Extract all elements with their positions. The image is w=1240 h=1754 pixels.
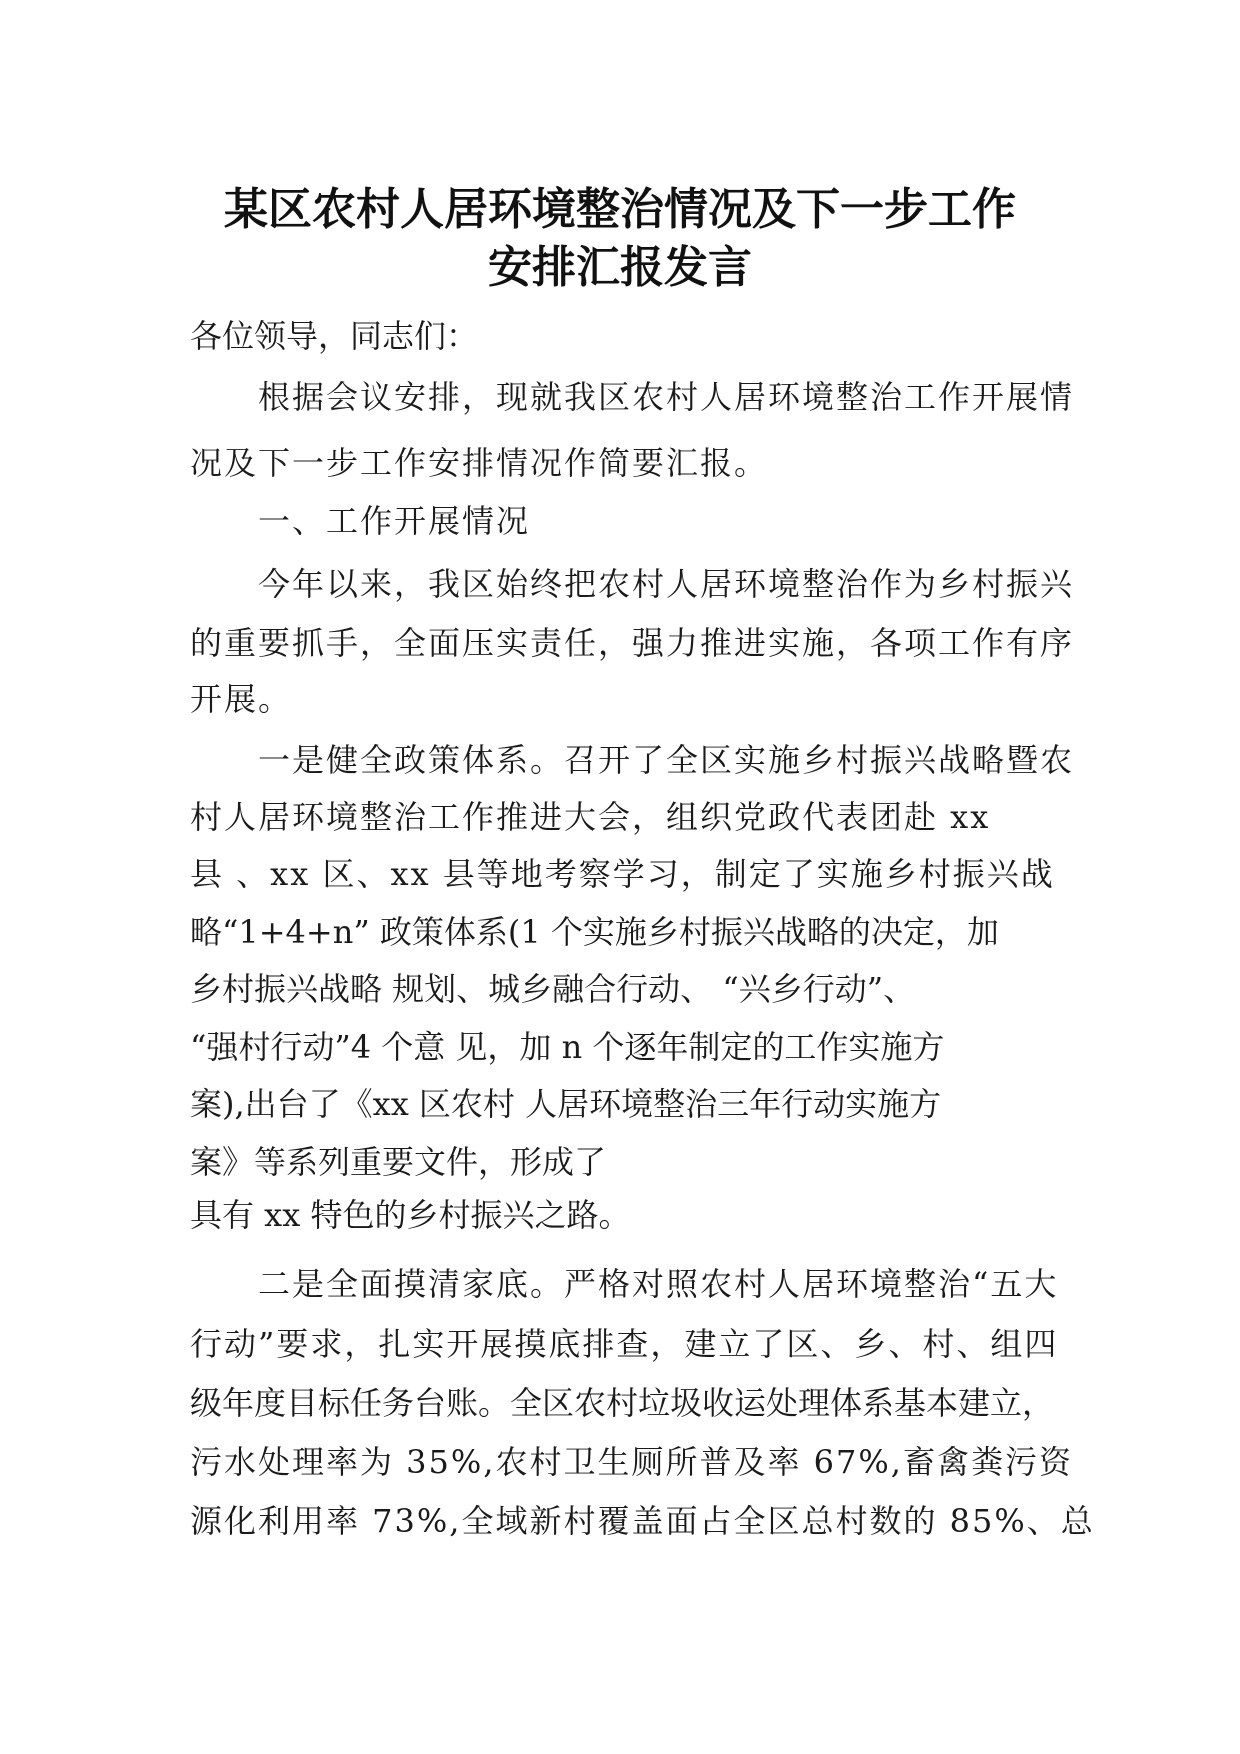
- body-line: 具有 xx 特色的乡村振兴之路。: [190, 1196, 631, 1234]
- body-line: 开展。: [190, 680, 293, 718]
- body-line: “强村行动”4 个意 见，加 n 个逐年制定的工作实施方: [190, 1028, 945, 1066]
- body-line: 一是健全政策体系。召开了全区实施乡村振兴战略暨农: [258, 741, 1075, 779]
- section-heading: 一、工作开展情况: [258, 502, 531, 540]
- body-line: 行动”要求，扎实开展摸底排查，建立了区、乡、村、组四: [190, 1325, 1059, 1363]
- body-line: 案》等系列重要文件，形成了: [190, 1143, 607, 1181]
- body-line: 级年度目标任务台账。全区农村垃圾收运处理体系基本建立，: [190, 1384, 1055, 1422]
- body-line: 县 、xx 区、xx 县等地考察学习，制定了实施乡村振兴战: [190, 855, 1055, 893]
- body-line: 的重要抓手，全面压实责任，强力推进实施，各项工作有序: [190, 624, 1075, 662]
- body-line: 今年以来，我区始终把农村人居环境整治作为乡村振兴: [258, 565, 1075, 603]
- document-title-line-2: 安排汇报发言: [488, 242, 752, 293]
- body-line: 乡村振兴战略 规划、城乡融合行动、 “兴乡行动”、: [190, 970, 916, 1008]
- body-line: 略“1+4+n” 政策体系(1 个实施乡村振兴战略的决定，加: [190, 913, 999, 951]
- body-line: 村人居环境整治工作推进大会，组织党政代表团赴 xx: [190, 798, 991, 836]
- document-title-line-1: 某区农村人居环境整治情况及下一步工作: [224, 184, 1016, 235]
- salutation: 各位领导，同志们：: [190, 317, 479, 355]
- body-line: 污水处理率为 35%,农村卫生厕所普及率 67%,畜禽粪污资: [190, 1443, 1073, 1481]
- body-line: 二是全面摸清家底。严格对照农村人居环境整治“五大: [258, 1265, 1059, 1303]
- body-line: 根据会议安排，现就我区农村人居环境整治工作开展情: [258, 378, 1075, 416]
- body-line: 源化利用率 73%,全域新村覆盖面占全区总村数的 85%、总: [190, 1502, 1095, 1540]
- body-line: 案),出台了《xx 区农村 人居环境整治三年行动实施方: [190, 1085, 942, 1123]
- body-line: 况及下一步工作安排情况作简要汇报。: [190, 444, 769, 482]
